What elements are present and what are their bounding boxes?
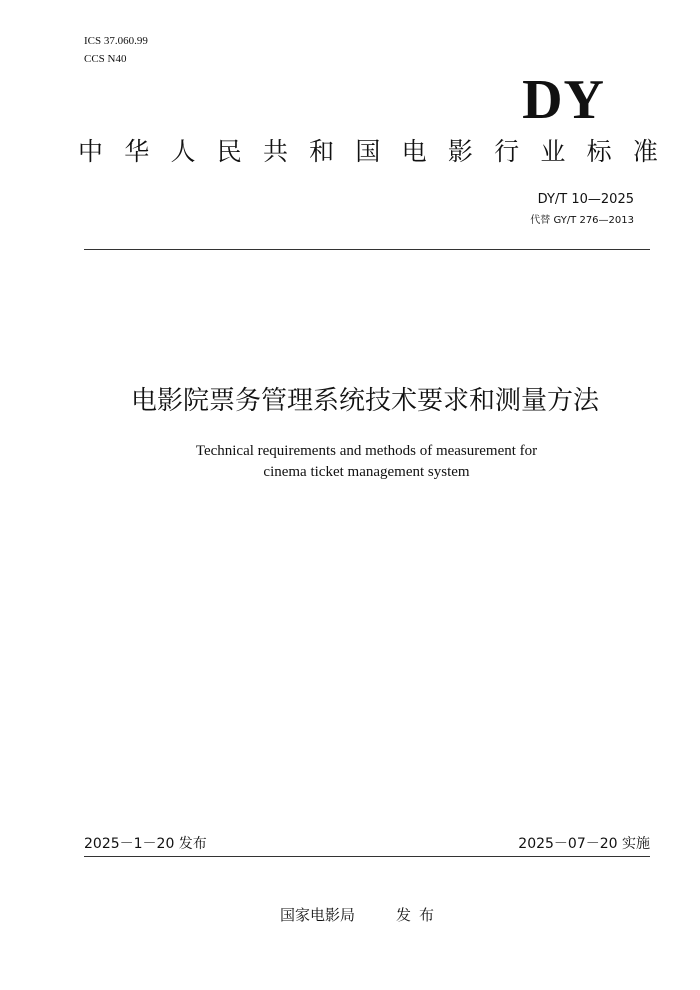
dy-logo: DY	[522, 69, 605, 131]
ccs-code: CCS N40	[84, 53, 127, 65]
implementation-date: 2025－07－20 实施	[518, 836, 650, 852]
replaces-standard: 代替 GY/T 276—2013	[530, 215, 634, 226]
title-chinese: 电影院票务管理系统技术要求和测量方法	[130, 386, 599, 416]
organization-name	[78, 136, 658, 168]
org-char: 影	[447, 137, 473, 166]
org-char: 业	[540, 137, 566, 166]
org-char: 民	[216, 137, 242, 166]
standard-code: DY/T 10—2025	[537, 192, 634, 207]
org-char: 标	[586, 137, 612, 166]
issue-date: 2025－1－20 发布	[84, 836, 207, 852]
org-char: 共	[262, 137, 288, 166]
issuer: 国家电影局	[280, 906, 356, 924]
footer-divider	[84, 856, 650, 857]
org-char: 国	[355, 137, 381, 166]
issuer-action: 发布	[396, 906, 443, 924]
org-char: 华	[124, 137, 150, 166]
header-divider	[84, 249, 650, 250]
title-english	[0, 441, 700, 483]
org-char: 准	[632, 137, 658, 166]
org-char: 行	[494, 137, 520, 166]
org-char: 和	[309, 137, 335, 166]
org-char: 电	[401, 137, 427, 166]
org-char: 人	[170, 137, 196, 166]
ics-code: ICS 37.060.99	[84, 35, 148, 47]
title-english-line-1: Technical requirements and methods of measurement for	[195, 443, 538, 459]
org-char: 中	[78, 137, 104, 166]
title-english-line-2: cinema ticket management system	[263, 464, 470, 480]
